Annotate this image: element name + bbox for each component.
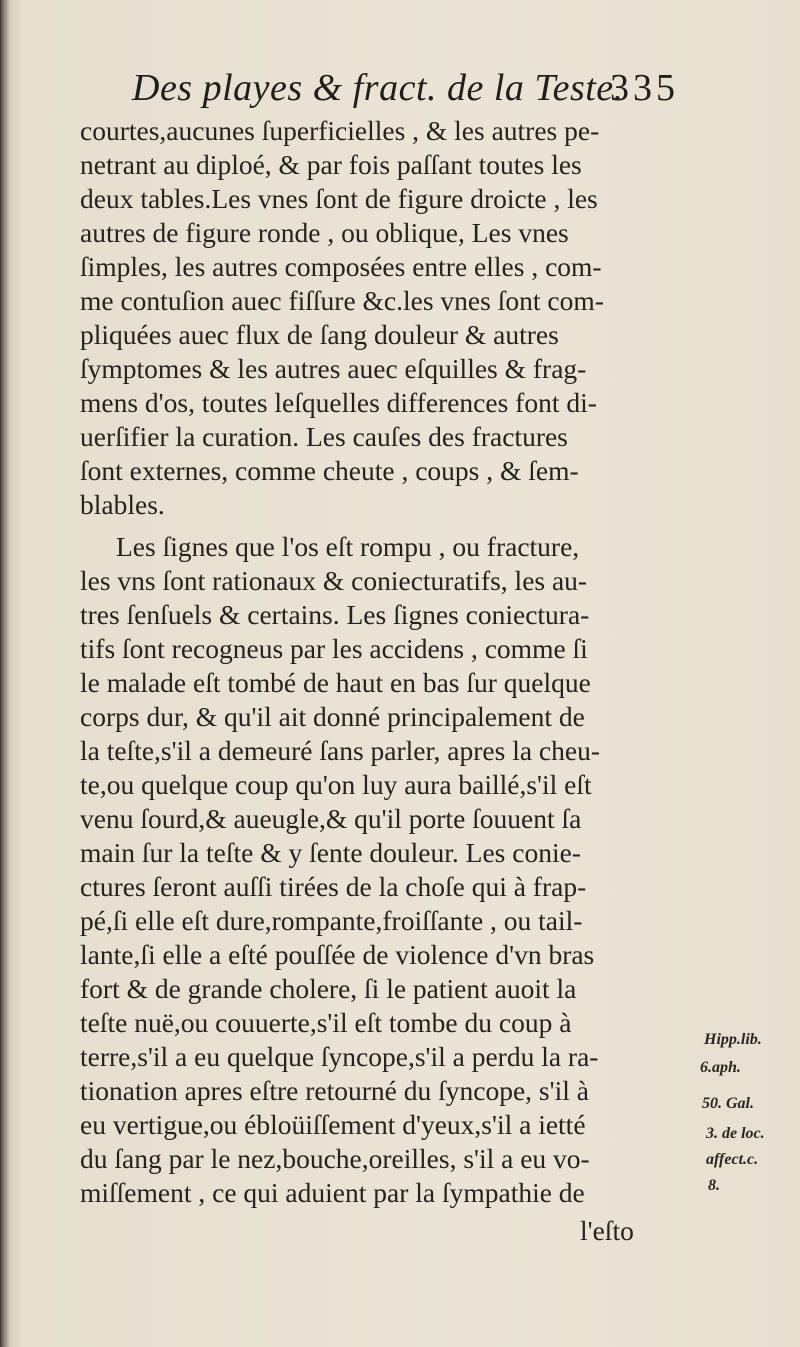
text-line: tionation apres eſtre retourné du ſyncope, s'il à <box>80 1075 589 1106</box>
text-line: le malade eſt tombé de haut en bas ſur quelque <box>80 667 591 698</box>
text-line: tres ſenſuels & certains. Les ſignes coniectura- <box>80 599 590 630</box>
text-line: mens d'os, toutes leſquelles differences font di- <box>80 387 597 418</box>
text-line: tifs ſont recogneus par les accidens , comme ſi <box>80 633 588 664</box>
text-line: ſont externes, comme cheute , coups , & ſem- <box>80 455 579 486</box>
text-line: autres de figure ronde , ou oblique, Les vnes <box>80 217 569 248</box>
text-line: ctures ſeront auſſi tirées de la choſe qui à frap- <box>80 871 587 902</box>
text-line: ſymptomes & les autres auec eſquilles & frag- <box>80 353 587 384</box>
catchword: l'eſto <box>580 1215 634 1246</box>
text-line: courtes,aucunes ſuperficielles , & les autres pe- <box>80 115 600 146</box>
text-line: te,ou quelque coup qu'on luy aura baillé,s'il eſt <box>80 769 592 800</box>
text-line: pé,ſi elle eſt dure,rompante,froiſſante , ou tail- <box>80 905 583 936</box>
text-line: main ſur la teſte & y ſente douleur. Les conie- <box>80 837 581 868</box>
text-line: ſimples, les autres composées entre elles , com- <box>80 251 602 282</box>
text-line: du ſang par le nez,bouche,oreilles, s'il a eu vo- <box>80 1143 590 1174</box>
text-line: eu vertigue,ou ébloüiſſement d'yeux,s'il a ietté <box>80 1109 586 1140</box>
margin-note: 6.aph. <box>700 1059 741 1076</box>
text-line: fort & de grande cholere, ſi le patient auoit la <box>80 973 577 1004</box>
text-line: terre,s'il a eu quelque ſyncope,s'il a perdu la ra- <box>80 1041 599 1072</box>
text-line: corps dur, & qu'il ait donné principalement de <box>80 701 585 732</box>
text-line: Les ſignes que l'os eſt rompu , ou fracture, <box>116 531 580 562</box>
text-line: venu ſourd,& aueugle,& qu'il porte ſouuent ſa <box>80 803 582 834</box>
margin-note: 3. de loc. <box>706 1125 765 1142</box>
text-line: miſſement , ce qui aduient par la ſympathie de <box>80 1177 585 1208</box>
text-line: lante,ſi elle a eſté pouſſée de violence d'vn bras <box>80 939 595 970</box>
margin-note: 50. Gal. <box>702 1095 754 1112</box>
text-line: blables. <box>80 489 165 520</box>
text-line: deux tables.Les vnes ſont de figure droicte , les <box>80 183 598 214</box>
text-line: la teſte,s'il a demeuré ſans parler, apres la cheu- <box>80 735 600 766</box>
running-title: Des playes & fract. de la Teste. <box>132 67 624 109</box>
text-line: teſte nuë,ou couuerte,s'il eſt tombe du coup à <box>80 1007 572 1038</box>
text-line: les vns ſont rationaux & coniecturatifs, les au- <box>80 565 588 596</box>
text-line: uerſifier la curation. Les cauſes des fractures <box>80 421 568 452</box>
margin-note: affect.c. <box>706 1151 759 1168</box>
page-number: 335 <box>610 67 679 109</box>
text-line: pliquées auec flux de ſang douleur & autres <box>80 319 559 350</box>
text-line: netrant au diploé, & par fois paſſant toutes les <box>80 149 582 180</box>
margin-note: Hipp.lib. <box>704 1031 762 1048</box>
margin-note: 8. <box>708 1177 720 1194</box>
text-line: me contuſion auec fiſſure &c.les vnes ſont com- <box>80 285 604 316</box>
